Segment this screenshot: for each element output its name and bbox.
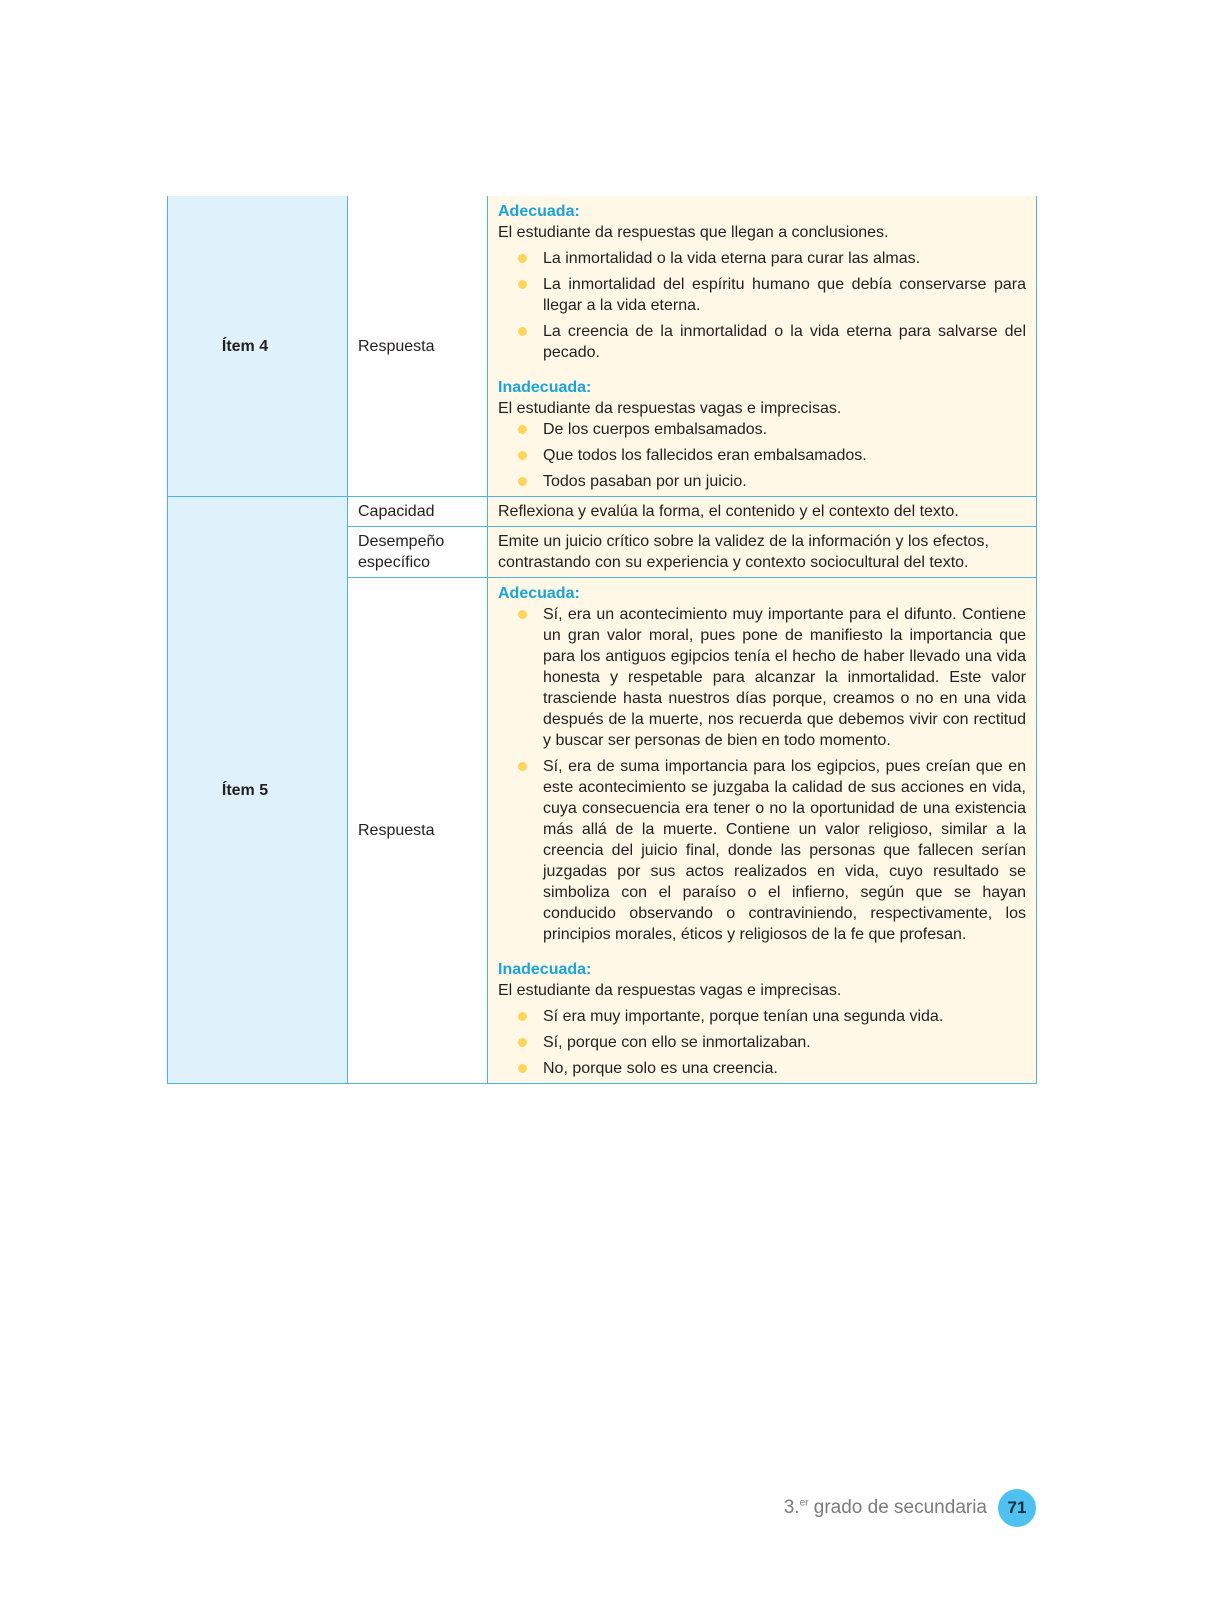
list-item: De los cuerpos embalsamados.: [543, 419, 1026, 440]
grade-prefix: 3.: [783, 1497, 800, 1518]
list-item: Que todos los fallecidos eran embalsamados.: [543, 445, 1026, 466]
list-item: La inmortalidad del espíritu humano que debía conservarse para llegar a la vida eterna.: [543, 276, 1026, 314]
page-number: 71: [998, 1489, 1036, 1527]
list-item: Sí, era de suma importancia para los egipcios, pues creían que en este acontecimiento se juzgaba la calidad de sus acciones en vida, cuya consecuencia era tener o no la oportunidad de una existencia más allá de la muerte. Contiene un valor religioso, similar a la creencia del juicio final, donde las personas que fallecen serían juzgadas por sus actos realizados en vida, cuyo resultado se simboliza con el paraíso o el infierno, según que se hayan conducido observando o contraviniendo, respectivamente, los principios morales, éticos y religiosos de la fe que profesan.: [543, 758, 1026, 943]
item5-capacidad-text: Reflexiona y evalúa la forma, el contenido y el contexto del texto.: [488, 497, 1037, 527]
grade-label: [784, 1497, 987, 1519]
item4-adecuada-list: [498, 248, 1026, 363]
grade-text: grado de secundaria: [808, 1497, 987, 1518]
item5-label: Ítem 5: [168, 497, 348, 1084]
list-item: Sí, porque con ello se inmortalizaban.: [543, 1032, 1026, 1053]
item5-response-content: [488, 578, 1037, 1084]
item4-adecuada-intro: El estudiante da respuestas que llegan a conclusiones.: [498, 224, 889, 241]
item4-response-content: [488, 196, 1037, 497]
item4-row: [168, 196, 1037, 497]
list-item: La inmortalidad o la vida eterna para curar las almas.: [543, 248, 1026, 269]
item4-inadecuada-intro: El estudiante da respuestas vagas e imprecisas.: [498, 400, 842, 417]
list-item: Sí, era un acontecimiento muy importante para el difunto. Contiene un gran valor moral, pues pone de manifiesto la importancia que para los antiguos egipcios tenía el hecho de haber llevado una vida honesta y respetable para alcanzar la inmortalidad. Este valor trasciende hasta nuestros días porque, creamos o no en una vida después de la muerte, nos recuerda que debemos vivir con rectitud y buscar ser personas de bien en todo momento.: [543, 606, 1026, 749]
item5-desempeno-label: Desempeño específico: [348, 527, 488, 578]
item5-desempeno-text: Emite un juicio crítico sobre la validez de la información y los efectos, contrastando con su experiencia y contexto sociocultural del texto.: [488, 527, 1037, 578]
item5-inadecuada-list: [498, 1006, 1026, 1079]
item5-capacidad-row: [168, 497, 1037, 527]
list-item: Sí era muy importante, porque tenían una segunda vida.: [543, 1006, 1026, 1027]
item5-capacidad-label: Capacidad: [348, 497, 488, 527]
page-footer: [784, 1488, 1036, 1528]
list-item: La creencia de la inmortalidad o la vida eterna para salvarse del pecado.: [543, 323, 1026, 361]
list-item: Todos pasaban por un juicio.: [543, 471, 1026, 492]
item5-response-label: Respuesta: [348, 578, 488, 1084]
rubric-table: [167, 196, 1037, 1084]
grade-superscript: er: [799, 1497, 809, 1509]
item5-inadecuada-title: Inadecuada:: [498, 961, 592, 978]
item5-adecuada-list: [498, 604, 1026, 945]
item4-adecuada-title: Adecuada:: [498, 203, 580, 220]
item5-adecuada-title: Adecuada:: [498, 585, 580, 602]
item4-response-label: Respuesta: [348, 196, 488, 497]
list-item: No, porque solo es una creencia.: [543, 1058, 1026, 1079]
item4-inadecuada-title: Inadecuada:: [498, 379, 592, 396]
item4-label: Ítem 4: [168, 196, 348, 497]
item5-inadecuada-intro: El estudiante da respuestas vagas e imprecisas.: [498, 982, 842, 999]
item4-inadecuada-list: [498, 419, 1026, 492]
